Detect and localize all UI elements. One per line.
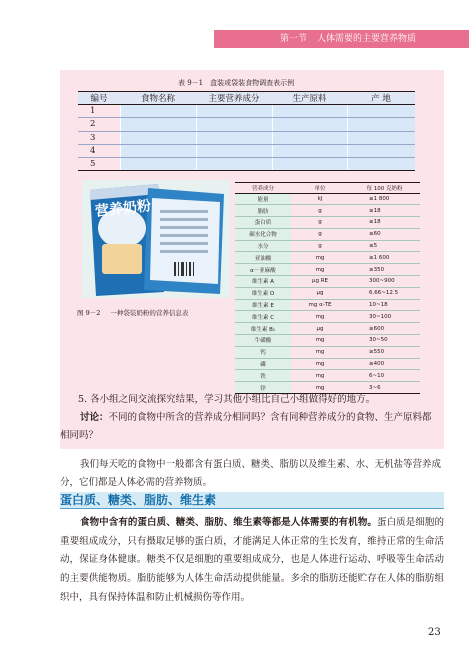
- table-row: [235, 205, 420, 217]
- nutrition-info-table: [235, 182, 420, 394]
- col-header: 食物名称: [120, 92, 196, 105]
- nutrient-unit: mg: [291, 252, 349, 264]
- nutrient-unit: mg: [291, 346, 349, 358]
- table-row: [235, 240, 420, 252]
- table-row: [235, 299, 420, 311]
- table-row: [235, 228, 420, 240]
- section-header-title: 人体需要的主要营养物质: [317, 34, 417, 44]
- table-row: [78, 118, 415, 131]
- nutrient-unit: μg: [291, 287, 349, 299]
- nutrient-value: 10~18: [349, 299, 420, 311]
- nutrient-name: 脂肪: [235, 205, 291, 217]
- row-number: 3: [78, 131, 120, 144]
- section-number: 第一节: [280, 34, 308, 44]
- table-row: [78, 105, 415, 118]
- nutrient-unit: kJ: [291, 193, 349, 205]
- package-label: 营养奶粉: [94, 198, 152, 220]
- nutrient-unit: mg: [291, 335, 349, 347]
- nutrient-unit: g: [291, 240, 349, 252]
- nutrient-name: α－亚麻酸: [235, 264, 291, 276]
- table-row: [78, 131, 415, 144]
- nutrient-value: ≥350: [349, 264, 420, 276]
- nutrient-name: 水分: [235, 240, 291, 252]
- nutrient-value: ≥1 600: [349, 252, 420, 264]
- nutrient-name: 锌: [235, 382, 291, 394]
- page-number: 23: [428, 627, 441, 638]
- nutrient-name: 蛋白质: [235, 217, 291, 229]
- nutrient-unit: g: [291, 228, 349, 240]
- nutrient-value: 3~6: [349, 382, 420, 394]
- nutrient-value: ≥18: [349, 217, 420, 229]
- row-number: 5: [78, 158, 120, 171]
- table-row: [235, 264, 420, 276]
- nutrient-unit: mg: [291, 311, 349, 323]
- key-sentence: 食物中含有的蛋白质、糖类、脂肪、维生素等都是人体需要的有机物。: [80, 517, 377, 528]
- table-row: [235, 276, 420, 288]
- nutrient-unit: mg: [291, 358, 349, 370]
- body-text: 蛋白质是细胞的重要组成成分，只有摄取足够的蛋白质，才能满足人体正常的生长发育，维持正常的生命活动，保证身体健康。糖类不仅是细胞的重要组成成分，也是人体进行运动、呼吸等生命活动的主要供能物质。脂肪能够为人体生命活动提供能量。多余的脂肪还能贮存在人体的脂肪组织中，具有保持体温和防止机械损伤等作用。: [60, 517, 444, 603]
- discussion-text: 不同的食物中所含的营养成分相同吗？含有同种营养成分的食物、生产原料都相同吗？: [60, 412, 432, 441]
- nutrient-value: ≤60: [349, 228, 420, 240]
- col-header: 编号: [78, 92, 120, 105]
- nutrient-value: ≥18: [349, 205, 420, 217]
- table-row: [235, 193, 420, 205]
- col-header: 主要营养成分: [196, 92, 272, 105]
- milk-powder-package-image: [82, 180, 230, 298]
- body-paragraph: [60, 514, 444, 608]
- nutrient-name: 维生素 D: [235, 287, 291, 299]
- table-row: [235, 252, 420, 264]
- nutrient-unit: mg: [291, 370, 349, 382]
- nutrient-name: 铁: [235, 370, 291, 382]
- figure-caption-text: 一种袋装奶粉的营养信息表: [110, 309, 189, 317]
- nutrient-name: 维生素 E: [235, 299, 291, 311]
- nutrient-name: 碳水化合物: [235, 228, 291, 240]
- intro-paragraph: 我们每天吃的食物中一般都含有蛋白质、糖类、脂肪以及维生素、水、无机盐等营养成分，它们都是人体必需的营养物质。: [60, 459, 442, 488]
- chapter-header: [280, 31, 426, 44]
- nutrient-name: 维生素 B₁: [235, 323, 291, 335]
- food-survey-table: [78, 91, 415, 171]
- discussion-question: [60, 409, 440, 445]
- nutrient-unit: mg: [291, 382, 349, 394]
- col-header: 单位: [291, 183, 349, 194]
- figure-caption: [77, 308, 198, 317]
- table-header-row: [78, 92, 415, 105]
- nutrient-value: 6~10: [349, 370, 420, 382]
- nutrient-value: ≤5: [349, 240, 420, 252]
- table-row: [235, 335, 420, 347]
- activity-step-5: 5. 各小组之间交流探究结果，学习其他小组比自己小组做得好的地方。: [78, 394, 376, 405]
- nutrient-unit: g: [291, 205, 349, 217]
- nutrient-value: 30~100: [349, 311, 420, 323]
- nutrient-name: 维生素 A: [235, 276, 291, 288]
- nutrient-value: 30~50: [349, 335, 420, 347]
- table-row: [235, 370, 420, 382]
- nutrient-value: ≥400: [349, 358, 420, 370]
- nutrient-value: 300~900: [349, 276, 420, 288]
- figure-number: 图 9－2: [77, 309, 101, 317]
- nutrient-name: 亚油酸: [235, 252, 291, 264]
- nutrient-name: 能量: [235, 193, 291, 205]
- nutrient-value: 6.66~12.5: [349, 287, 420, 299]
- nutrient-name: 磷: [235, 358, 291, 370]
- nutrient-value: ≥550: [349, 346, 420, 358]
- nutrient-name: 维生素 C: [235, 311, 291, 323]
- col-header: 生产原料: [272, 92, 347, 105]
- table-row: [235, 287, 420, 299]
- nutrient-name: 牛磺酸: [235, 335, 291, 347]
- section-heading: 蛋白质、糖类、脂肪、维生素: [60, 493, 217, 507]
- row-number: 2: [78, 118, 120, 131]
- table-row: [78, 158, 415, 171]
- nutrient-unit: μg: [291, 323, 349, 335]
- table-row: [235, 311, 420, 323]
- discussion-label: 讨论：: [80, 412, 109, 423]
- nutrient-name: 钙: [235, 346, 291, 358]
- table1-caption: 表 9－1 盒装或袋装食物调查表示例: [178, 79, 295, 87]
- table-header-row: [235, 183, 420, 194]
- nutrient-unit: μg RE: [291, 276, 349, 288]
- nutrient-unit: g: [291, 217, 349, 229]
- nutrient-value: ≥600: [349, 323, 420, 335]
- nutrient-unit: mg: [291, 264, 349, 276]
- row-number: 4: [78, 144, 120, 157]
- col-header: 产 地: [347, 92, 415, 105]
- col-header: 营养成分: [235, 183, 291, 194]
- table-row: [235, 217, 420, 229]
- nutrient-unit: mg α-TE: [291, 299, 349, 311]
- row-number: 1: [78, 105, 120, 118]
- nutrient-value: ≥1 800: [349, 193, 420, 205]
- table-row: [235, 323, 420, 335]
- table-row: [78, 144, 415, 157]
- table-row: [235, 346, 420, 358]
- table-row: [235, 358, 420, 370]
- col-header: 每 100 克奶粉: [349, 183, 420, 194]
